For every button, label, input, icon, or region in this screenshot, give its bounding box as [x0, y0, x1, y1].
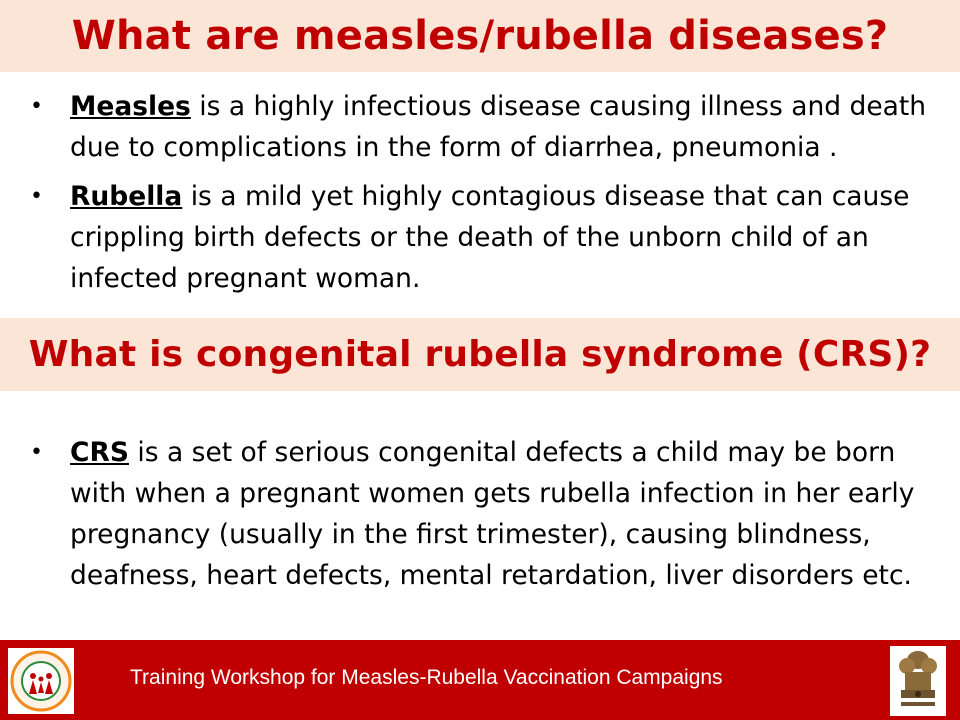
national-health-mission-logo	[8, 648, 74, 714]
footer-title: Training Workshop for Measles-Rubella Vaccination Campaigns	[130, 666, 723, 689]
term-measles: Measles	[70, 91, 191, 122]
bullet-dot: •	[30, 94, 43, 119]
bullet-text-rubella: is a mild yet highly contagious disease that can cause crippling birth defects or the death of the unborn child of an infected pregnant woman.	[70, 181, 910, 294]
national-emblem-icon	[890, 646, 946, 716]
term-crs: CRS	[70, 437, 129, 468]
title-band-1	[0, 0, 960, 72]
footer-bar	[0, 640, 960, 720]
bullet-rubella	[30, 176, 938, 299]
slide-title-1: What are measles/rubella diseases?	[71, 13, 889, 59]
slide-title-2: What is congenital rubella syndrome (CRS)?	[28, 334, 932, 375]
bullet-dot: •	[30, 440, 43, 465]
bullet-text-measles: is a highly infectious disease causing illness and death due to complications in the form of diarrhea, pneumonia .	[70, 91, 927, 163]
term-rubella: Rubella	[70, 181, 183, 212]
title-band-2	[0, 318, 960, 391]
bullet-text-crs: is a set of serious congenital defects a child may be born with when a pregnant women gets rubella infection in her early pregnancy (usually in the first trimester), causing blindness, deafness, heart defects, mental retardation, liver disorders etc.	[70, 437, 915, 591]
bullet-crs	[30, 432, 938, 596]
bullet-list-2	[30, 432, 938, 604]
bullet-measles	[30, 86, 938, 168]
bullet-list-1	[30, 86, 938, 307]
bullet-dot: •	[30, 184, 43, 209]
